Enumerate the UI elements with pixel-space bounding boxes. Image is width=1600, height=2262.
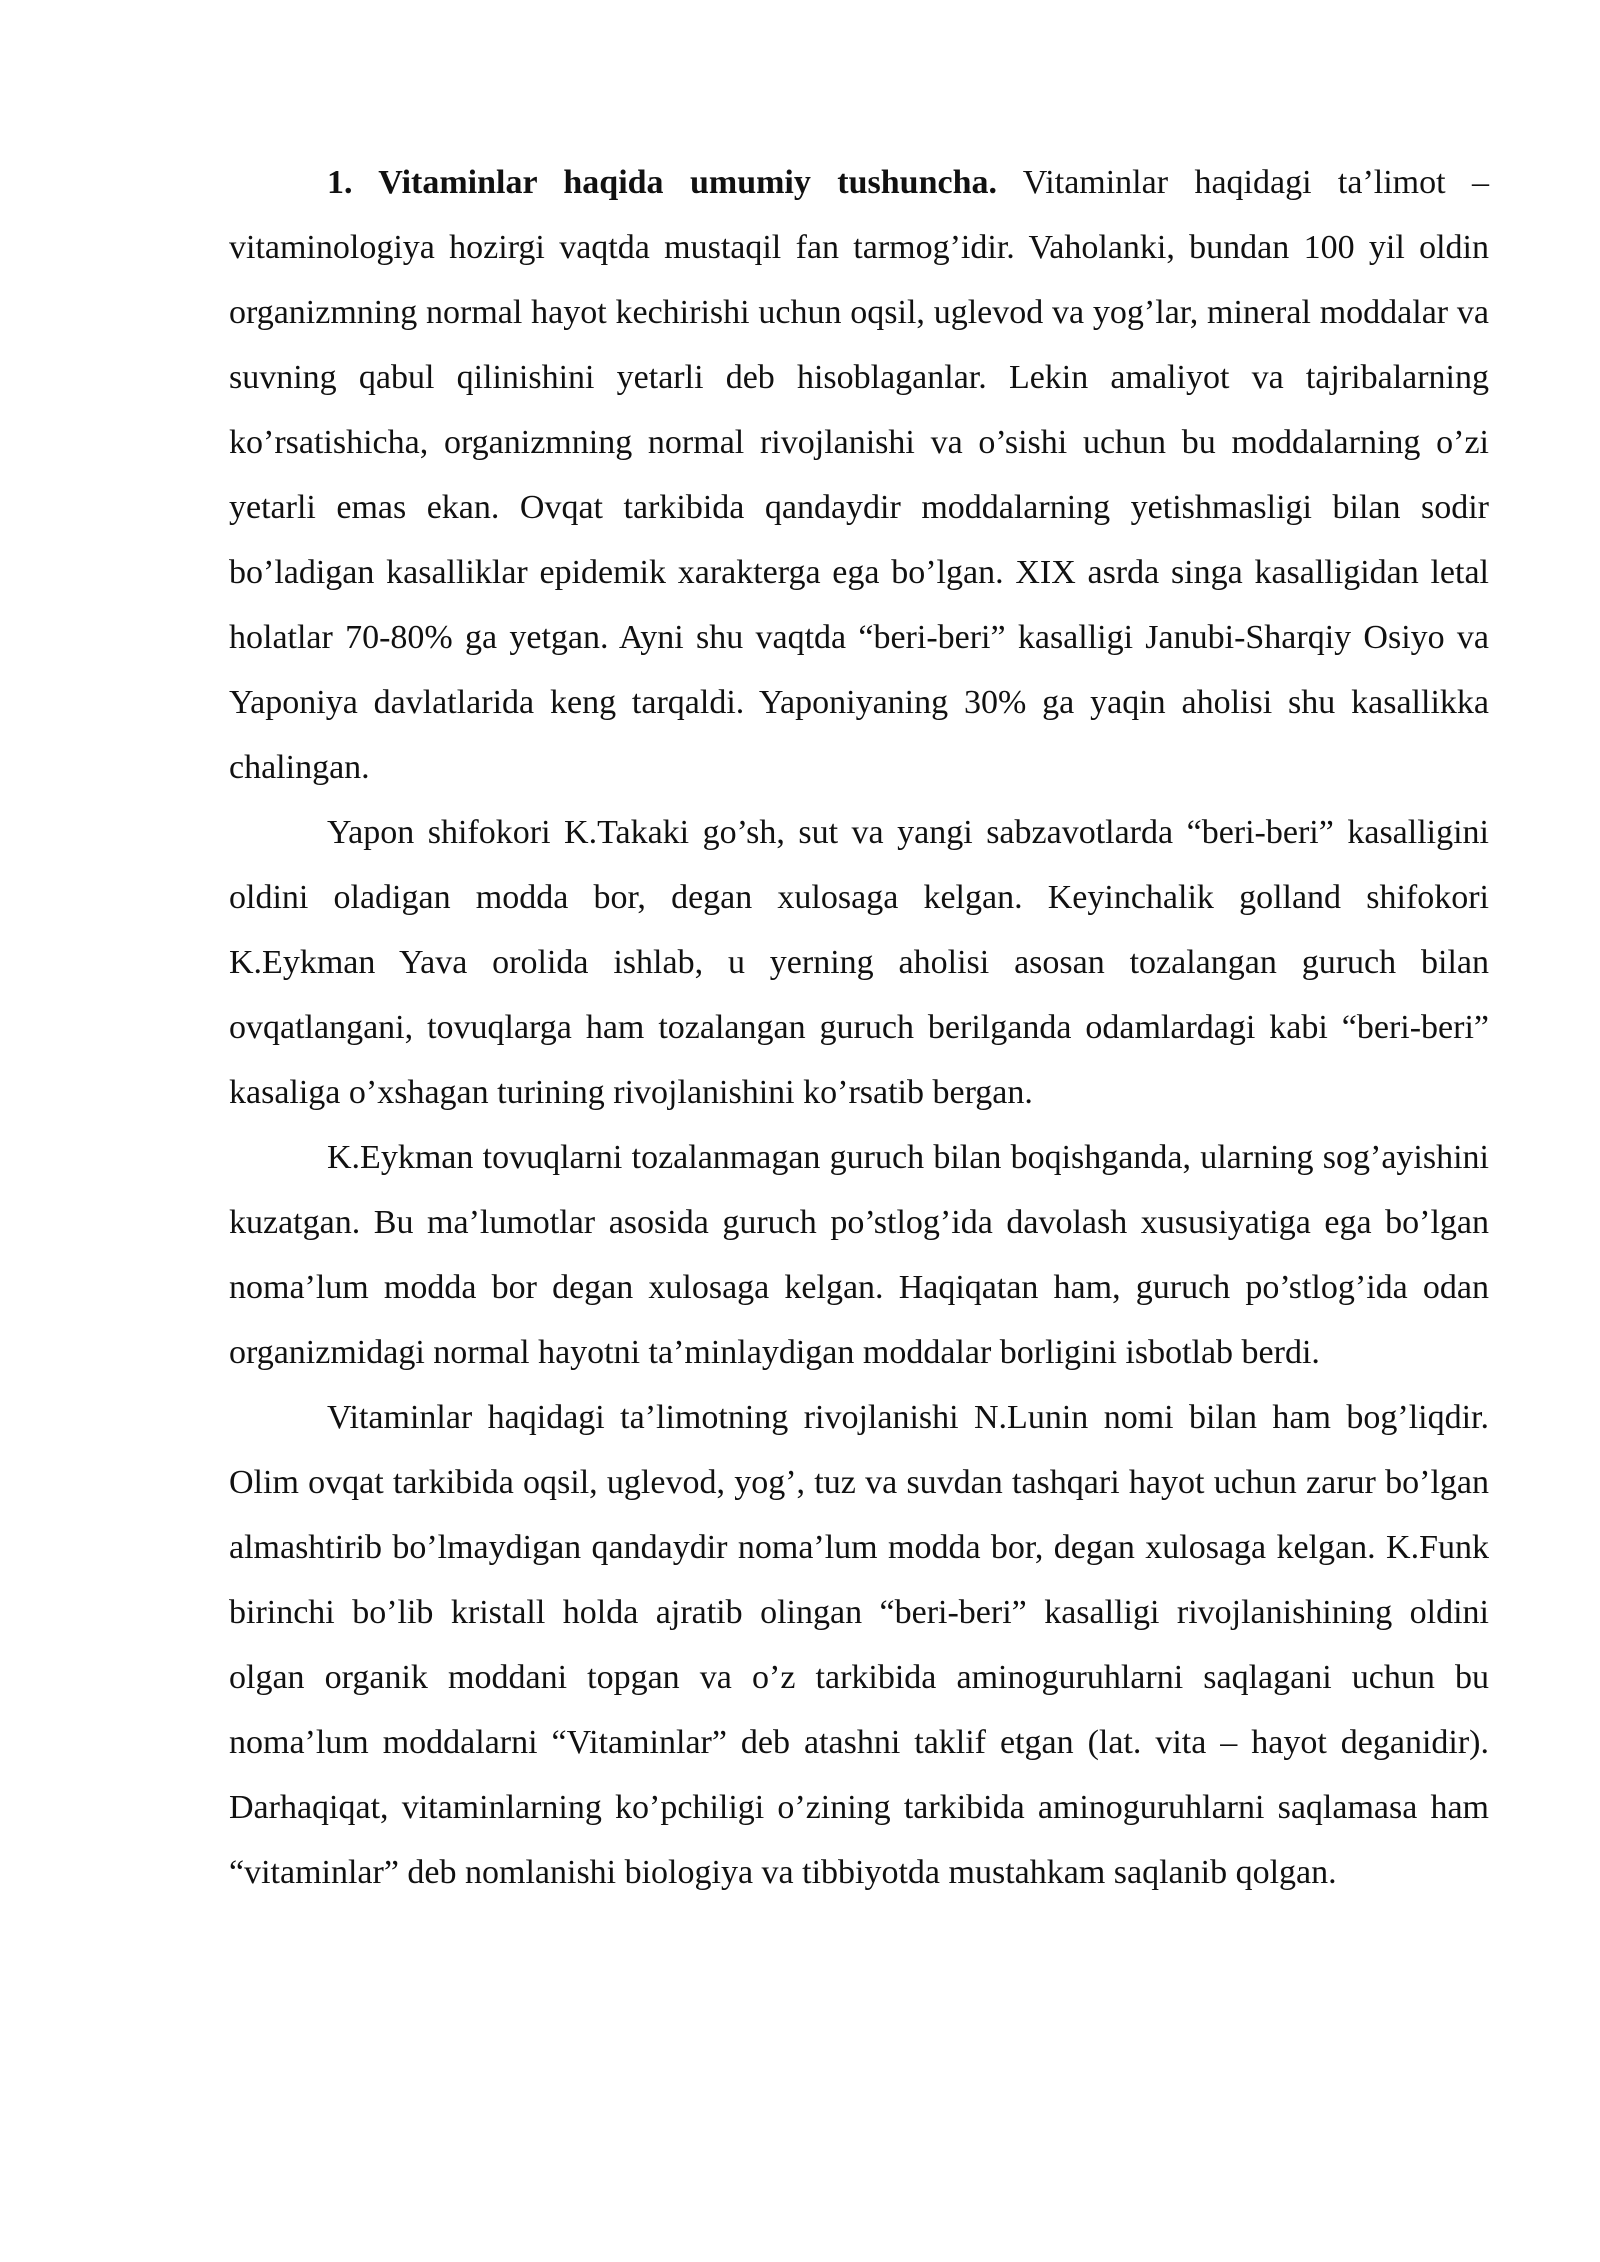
paragraph-1 [229, 150, 1489, 800]
paragraph-3: K.Eykman tovuqlarni tozalanmagan guruch bilan boqishganda, ularning sog’ayishini kuzatgan. Bu ma’lumotlar asosida guruch po’stlog’ida davolash xususiyatiga ega bo’lgan noma’lum modda bor degan xulosaga kelgan. Haqiqatan ham, guruch po’stlog’ida odan organizmidagi normal hayotni ta’minlaydigan moddalar borligini isbotlab berdi. [229, 1139, 1489, 1371]
paragraph-4: Vitaminlar haqidagi ta’limotning rivojlanishi N.Lunin nomi bilan ham bog’liqdir. Olim ovqat tarkibida oqsil, uglevod, yog’, tuz va suvdan tashqari hayot uchun zarur bo’lgan almashtirib bo’lmaydigan qandaydir noma’lum modda bor, degan xulosaga kelgan. K.Funk birinchi bo’lib kristall holda ajratib olingan “beri-beri” kasalligi rivojlanishining oldini olgan organik moddani topgan va o’z tarkibida aminoguruhlarni saqlagani uchun bu noma’lum moddalarni “Vitaminlar” deb atashni taklif etgan (lat. vita – hayot deganidir). Darhaqiqat, vitaminlarning ko’pchiligi o’zining tarkibida aminoguruhlarni saqlamasa ham “vitaminlar” deb nomlanishi biologiya va tibbiyotda mustahkam saqlanib qolgan. [229, 1399, 1489, 1891]
paragraph-2: Yapon shifokori K.Takaki go’sh, sut va yangi sabzavotlarda “beri-beri” kasalligini oldini oladigan modda bor, degan xulosaga kelgan. Keyinchalik golland shifokori K.Eykman Yava orolida ishlab, u yerning aholisi asosan tozalangan guruch bilan ovqatlangani, tovuqlarga ham tozalangan guruch berilganda odamlardagi kabi “beri-beri” kasaliga o’xshagan turining rivojlanishini ko’rsatib bergan. [229, 814, 1489, 1111]
document-page [229, 150, 1489, 1905]
paragraph-1-text: Vitaminlar haqidagi ta’limot – vitaminologiya hozirgi vaqtda mustaqil fan tarmog’idir. Vaholanki, bundan 100 yil oldin organizmning normal hayot kechirishi uchun oqsil, uglevod va yog’lar, mineral moddalar va suvning qabul qilinishini yetarli deb hisoblaganlar. Lekin amaliyot va tajribalarning ko’rsatishicha, organizmning normal rivojlanishi va o’sishi uchun bu moddalarning o’zi yetarli emas ekan. Ovqat tarkibida qandaydir moddalarning yetishmasligi bilan sodir bo’ladigan kasalliklar epidemik xarakterga ega bo’lgan. XIX asrda singa kasalligidan letal holatlar 70-80% ga yetgan. Ayni shu vaqtda “beri-beri” kasalligi Janubi-Sharqiy Osiyo va Yaponiya davlatlarida keng tarqaldi. Yaponiyaning 30% ga yaqin aholisi shu kasallikka chalingan. [229, 164, 1489, 786]
section-heading: 1. Vitaminlar haqida umumiy tushuncha. [327, 164, 997, 201]
